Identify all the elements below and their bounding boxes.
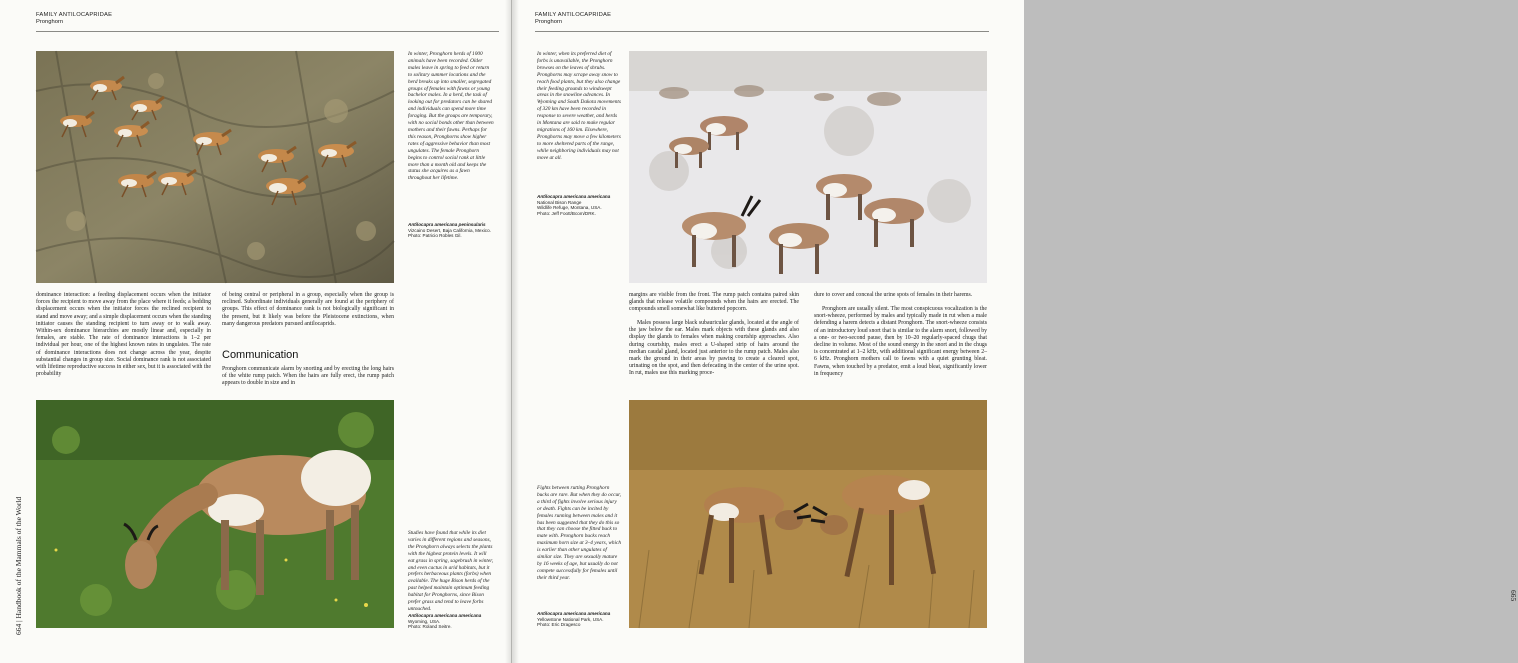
- family-label: FAMILY ANTILOCAPRIDAE: [36, 12, 113, 18]
- fighting-bucks-image: [629, 400, 987, 628]
- credit-species: Antilocapra americana americana: [537, 611, 611, 616]
- subfamily-label: Pronghorn: [535, 19, 563, 25]
- family-label: FAMILY ANTILOCAPRIDAE: [535, 12, 612, 18]
- running-head-right: [535, 12, 611, 26]
- photo-credit-3: [537, 194, 629, 216]
- running-herd-image: [36, 51, 394, 283]
- photo-credit-4: [537, 611, 629, 628]
- body-text-col1: margins are visible from the front. The rump patch contains paired skin glands that release volatile compounds when the hairs are erected. The compounds smell somewhat like buttered popcorn.: [629, 292, 799, 313]
- caption-winter: In winter, when its preferred diet of forbs is unavailable, the Pronghorn browses on the leaves of shrubs. Pronghorns may scrape away snow to reach food plants, but they also change their feeding grounds to windswept areas in the snowline advances. In Wyoming and South Dakota movements of 320 km have been recorded in response to severe weather, and herds in Montana are said to make regular migrations of 160 km. Elsewhere, Pronghorns may move a few kilometers to more sheltered parts of the range, while neighboring individuals may not move at all.: [537, 51, 621, 161]
- credit-species: Antilocapra americana peninsularis: [408, 222, 486, 227]
- credit-photographer: Photo: Eric Dragesco: [537, 622, 581, 628]
- snow-herd-image: [629, 51, 987, 283]
- credit-place: Yellowstone National Park, USA.: [537, 616, 604, 622]
- right-page: [512, 0, 1518, 663]
- credit-place: Wyoming, USA.: [408, 618, 441, 624]
- section-heading-communication: Communication: [222, 349, 299, 361]
- header-rule: [36, 31, 499, 32]
- body-text-col2: of being central or peripheral in a group, especially when the group is reclined. Subordinate individuals generally are found at the periphery of groups. This effect of dominance rank is not biologically significant in the present, but it likely was before the Pleistocene extinctions, when many dangerous predators pursued antilocaprids.: [222, 292, 394, 327]
- photo-fighting-bucks: [629, 400, 987, 628]
- credit-photographer: Photo: Jeff Foott/Bcom/DRK.: [537, 210, 596, 216]
- folio-right: 665: [1509, 590, 1518, 602]
- photo-credit-2: [408, 613, 500, 630]
- photo-snow-herd: [629, 51, 987, 283]
- caption-diet: Studies have found that while its diet varies in different regions and seasons, the Pronghorn always selects the plants with the highest protein levels. It will eat grass in spring, sagebrush in winter, and even cactus in arid habitats, but it prefers herbaceous plants (forbs) when available. The huge Bison herds of the past helped maintain optimum feeding habitat for Pronghorns, since Bison prefer grass and tend to leave forbs untouched.: [408, 530, 494, 612]
- body-text-col2b: Pronghorn communicate alarm by snorting and by erecting the long hairs of the white rump patch. When the hairs are fully erect, the rump patch appears to double in size and in: [222, 366, 394, 387]
- running-head-left: [36, 12, 112, 26]
- credit-place-1: National Bison Range: [537, 199, 582, 205]
- photo-running-herd: [36, 51, 394, 283]
- credit-species: Antilocapra americana americana: [537, 194, 611, 199]
- left-page: [0, 0, 512, 663]
- credit-species: Antilocapra americana americana: [408, 613, 482, 618]
- body-text-col1: dominance interaction: a feeding displacement occurs when the initiator forces the recipient to move away from the place where it feeds; a bedding displacement occurs when the initiator forces the reclined recipient to stand and move away; and a simple displacement occurs when the standing initiator causes the standing recipient to turn away or to walk away. Within-sex dominance hierarchies are mostly linear and, especially in females, are stable. The rate of dominance interactions is 1–2 per individual per hour, one of the highest known rates in ungulates. The rate of dominance interactions does not change across the year, despite substantial changes in group size. Social dominance rank is not associated with lifetime reproductive success in either sex, but it is associated with the probability: [36, 292, 211, 378]
- body-text-col1b: Males possess large black subauricular glands, located at the angle of the jaw below the ear. Males mark objects with these glands and also display the glands to females when making courtship approaches. Also during courtship, males erect a U-shaped strip of hairs around the median caudal gland, located just anterior to the rump patch. Males also mark the ground in their areas by pawing to create a cleared spot, urinating on the spot, and then defecating in the center of the urine spot. In rut, males use this marking proce-: [629, 320, 799, 377]
- caption-fights: Fights between rutting Pronghorn bucks are rare. But when they do occur, a third of fights involve serious injury or death. Fights can be incited by females running between males and it has been suggested that they do this so that they can choose the fitted buck to mate with. Pronghorn bucks reach maximum horn size at 3–4 years, which is earlier than other ungulates of similar size. They are sexually mature by 16 weeks of age, but usually do not compete successfully for females until their third year.: [537, 485, 622, 581]
- credit-place: Vizcaino Desert, Baja California, Mexico.: [408, 227, 491, 233]
- body-text-col2b: Pronghorn are usually silent. The most conspicuous vocalization is the snort-wheeze, performed by males and typically made in rut when a male defending a harem detects a distant Pronghorn. The snort-wheeze consists of an introductory loud snort that is similar to the alarm snort, followed by a one- or two-second pause, then by 10–20 regularly-spaced chugs that decline in volume. Most of the sound energy in the snort and in the chugs is concentrated at 1–2 kHz, with additional significant energy between 2–6 kHz. Pronghorn mothers call to fawns with a quiet grunting bleat. Fawns, when touched by a predator, emit a loud bleat, significantly lower in frequency: [814, 306, 987, 377]
- credit-photographer: Photo: Roland Seitre.: [408, 624, 452, 630]
- photo-credit-1: [408, 222, 500, 239]
- body-text-col2: dure to cover and conceal the urine spots of females in their harems.: [814, 292, 973, 298]
- caption-herds: In winter, Pronghorn herds of 1000 animals have been recorded. Older males leave in spring to feed or return to solitary summer locations and the herd breaks up into smaller, segregated groups of females with fawns or young bachelor males. In a herd, the task of looking out for predators can be shared and individuals can spend more time foraging. But the groups are temporary, with no social bonds other than between mothers and their fawns. Perhaps for this reason, Pronghorns show higher rates of aggressive behavior than most ungulates. The female Pronghorn begins to control social rank at little more than a month old and keeps the status she acquires as a fawn throughout her lifetime.: [408, 51, 494, 182]
- folio-left: 664 | Handbook of the Mammals of the World: [14, 496, 23, 635]
- grazing-buck-image: [36, 400, 394, 628]
- subfamily-label: Pronghorn: [36, 19, 64, 25]
- photo-grazing-buck: [36, 400, 394, 628]
- header-rule: [535, 31, 989, 32]
- credit-photographer: Photo: Patricio Robles Gil.: [408, 233, 462, 239]
- credit-place-2: Wildlife Refuge, Montana, USA.: [537, 205, 602, 211]
